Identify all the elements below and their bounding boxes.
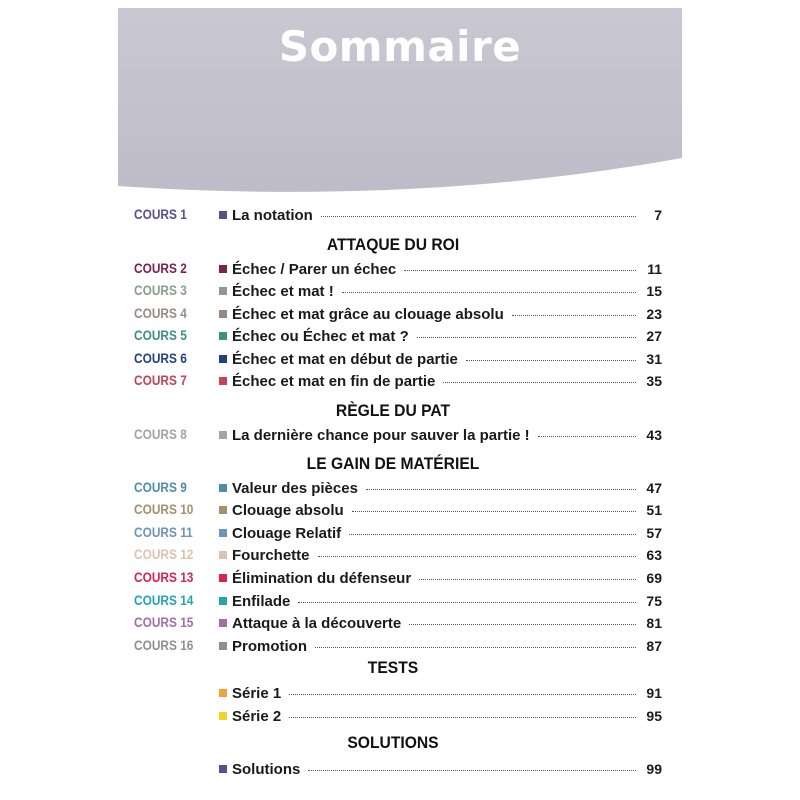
entry-label: Élimination du défenseur (232, 570, 412, 587)
toc-entry-serie-2[interactable] (118, 705, 682, 727)
cours-number: COURS 6 (134, 351, 187, 366)
cours-number: COURS 8 (134, 427, 187, 442)
entry-label: Attaque à la découverte (232, 615, 402, 632)
cours-number: COURS 1 (134, 207, 187, 222)
toc-entry-cours-7[interactable] (118, 370, 682, 392)
square-bullet-icon (219, 211, 227, 219)
cours-number: COURS 12 (134, 547, 194, 562)
dot-leader (417, 336, 636, 338)
page-title: Sommaire (278, 22, 522, 71)
dot-leader (443, 381, 636, 383)
entry-label: Échec et mat en début de partie (232, 351, 458, 368)
cours-number: COURS 13 (134, 570, 194, 585)
entry-label: La notation (232, 207, 313, 224)
page-number: 69 (646, 570, 662, 586)
dot-leader (289, 693, 636, 695)
page-number: 51 (646, 502, 662, 518)
page-number: 81 (646, 615, 662, 631)
dot-leader (366, 488, 636, 490)
book-page (118, 8, 682, 800)
section-gain-materiel: LE GAIN DE MATÉRIEL (306, 454, 480, 473)
dot-leader (289, 716, 636, 718)
dot-leader (512, 314, 636, 316)
square-bullet-icon (219, 712, 227, 720)
cours-number: COURS 15 (134, 615, 194, 630)
entry-label: Valeur des pièces (232, 480, 358, 497)
dot-leader (404, 269, 636, 271)
section-regle-du-pat: RÈGLE DU PAT (335, 401, 451, 420)
entry-label: Série 1 (232, 685, 282, 702)
page-number: 7 (654, 207, 662, 223)
entry-label: Échec / Parer un échec (232, 261, 397, 278)
square-bullet-icon (219, 597, 227, 605)
entry-label: Enfilade (232, 593, 291, 610)
square-bullet-icon (219, 529, 227, 537)
dot-leader (315, 646, 636, 648)
entry-label: Échec et mat ! (232, 283, 334, 300)
cours-number: COURS 7 (134, 373, 187, 388)
section-tests: TESTS (367, 658, 419, 677)
page-number: 43 (646, 427, 662, 443)
page-number: 27 (646, 328, 662, 344)
page-number: 95 (646, 708, 662, 724)
entry-label: Échec et mat grâce au clouage absolu (232, 306, 504, 323)
dot-leader (298, 601, 636, 603)
square-bullet-icon (219, 689, 227, 697)
square-bullet-icon (219, 506, 227, 514)
square-bullet-icon (219, 377, 227, 385)
dot-leader (308, 769, 636, 771)
dot-leader (352, 510, 636, 512)
entry-label: Clouage absolu (232, 502, 344, 519)
entry-label: Clouage Relatif (232, 525, 342, 542)
square-bullet-icon (219, 355, 227, 363)
cours-number: COURS 10 (134, 502, 194, 517)
cours-number: COURS 4 (134, 306, 187, 321)
toc-entry-cours-10[interactable] (118, 499, 682, 521)
dot-leader (419, 578, 636, 580)
page-number: 23 (646, 306, 662, 322)
square-bullet-icon (219, 484, 227, 492)
dot-leader (342, 291, 636, 293)
entry-label: Échec ou Échec et mat ? (232, 328, 409, 345)
entry-label: Promotion (232, 638, 307, 655)
table-of-contents (118, 8, 682, 800)
toc-entry-cours-13[interactable] (118, 567, 682, 589)
square-bullet-icon (219, 287, 227, 295)
cours-number: COURS 3 (134, 283, 187, 298)
dot-leader (318, 555, 636, 557)
entry-label: Série 2 (232, 708, 282, 725)
toc-entry-cours-12[interactable] (118, 544, 682, 566)
dot-leader (538, 435, 636, 437)
toc-entry-cours-14[interactable] (118, 590, 682, 612)
toc-entry-cours-11[interactable] (118, 522, 682, 544)
toc-entry-solutions[interactable] (118, 758, 682, 780)
page-number: 11 (647, 261, 662, 277)
entry-label: Échec et mat en fin de partie (232, 373, 436, 390)
cours-number: COURS 14 (134, 593, 194, 608)
toc-entry-cours-5[interactable] (118, 325, 682, 347)
square-bullet-icon (219, 551, 227, 559)
toc-entry-cours-9[interactable] (118, 477, 682, 499)
page-number: 75 (646, 593, 662, 609)
dot-leader (466, 359, 636, 361)
dot-leader (349, 533, 636, 535)
page-number: 63 (646, 547, 662, 563)
cours-number: COURS 2 (134, 261, 187, 276)
toc-entry-cours-2[interactable] (118, 258, 682, 280)
dot-leader (409, 623, 636, 625)
page-number: 31 (646, 351, 662, 367)
toc-entry-cours-3[interactable] (118, 280, 682, 302)
cours-number: COURS 11 (134, 525, 193, 540)
toc-entry-cours-6[interactable] (118, 348, 682, 370)
square-bullet-icon (219, 265, 227, 273)
page-number: 91 (646, 685, 662, 701)
square-bullet-icon (219, 619, 227, 627)
square-bullet-icon (219, 310, 227, 318)
dot-leader (321, 215, 636, 217)
page-number: 57 (646, 525, 662, 541)
toc-entry-cours-8[interactable] (118, 424, 682, 446)
entry-label: La dernière chance pour sauver la partie ! (232, 427, 530, 444)
square-bullet-icon (219, 642, 227, 650)
toc-entry-cours-4[interactable] (118, 303, 682, 325)
cours-number: COURS 5 (134, 328, 187, 343)
entry-label: Fourchette (232, 547, 310, 564)
cours-number: COURS 9 (134, 480, 187, 495)
toc-entry-cours-15[interactable] (118, 612, 682, 634)
entry-label: Solutions (232, 761, 301, 778)
cours-number: COURS 16 (134, 638, 194, 653)
page-number: 99 (646, 761, 662, 777)
page-number: 47 (646, 480, 662, 496)
section-solutions: SOLUTIONS (347, 733, 439, 752)
square-bullet-icon (219, 431, 227, 439)
toc-entry-cours-16[interactable] (118, 635, 682, 657)
page-number: 87 (646, 638, 662, 654)
toc-entry-serie-1[interactable] (118, 682, 682, 704)
section-attaque-du-roi: ATTAQUE DU ROI (326, 235, 460, 254)
square-bullet-icon (219, 765, 227, 773)
square-bullet-icon (219, 332, 227, 340)
toc-entry-cours-1[interactable] (118, 204, 682, 226)
page-number: 35 (646, 373, 662, 389)
page-number: 15 (646, 283, 662, 299)
square-bullet-icon (219, 574, 227, 582)
